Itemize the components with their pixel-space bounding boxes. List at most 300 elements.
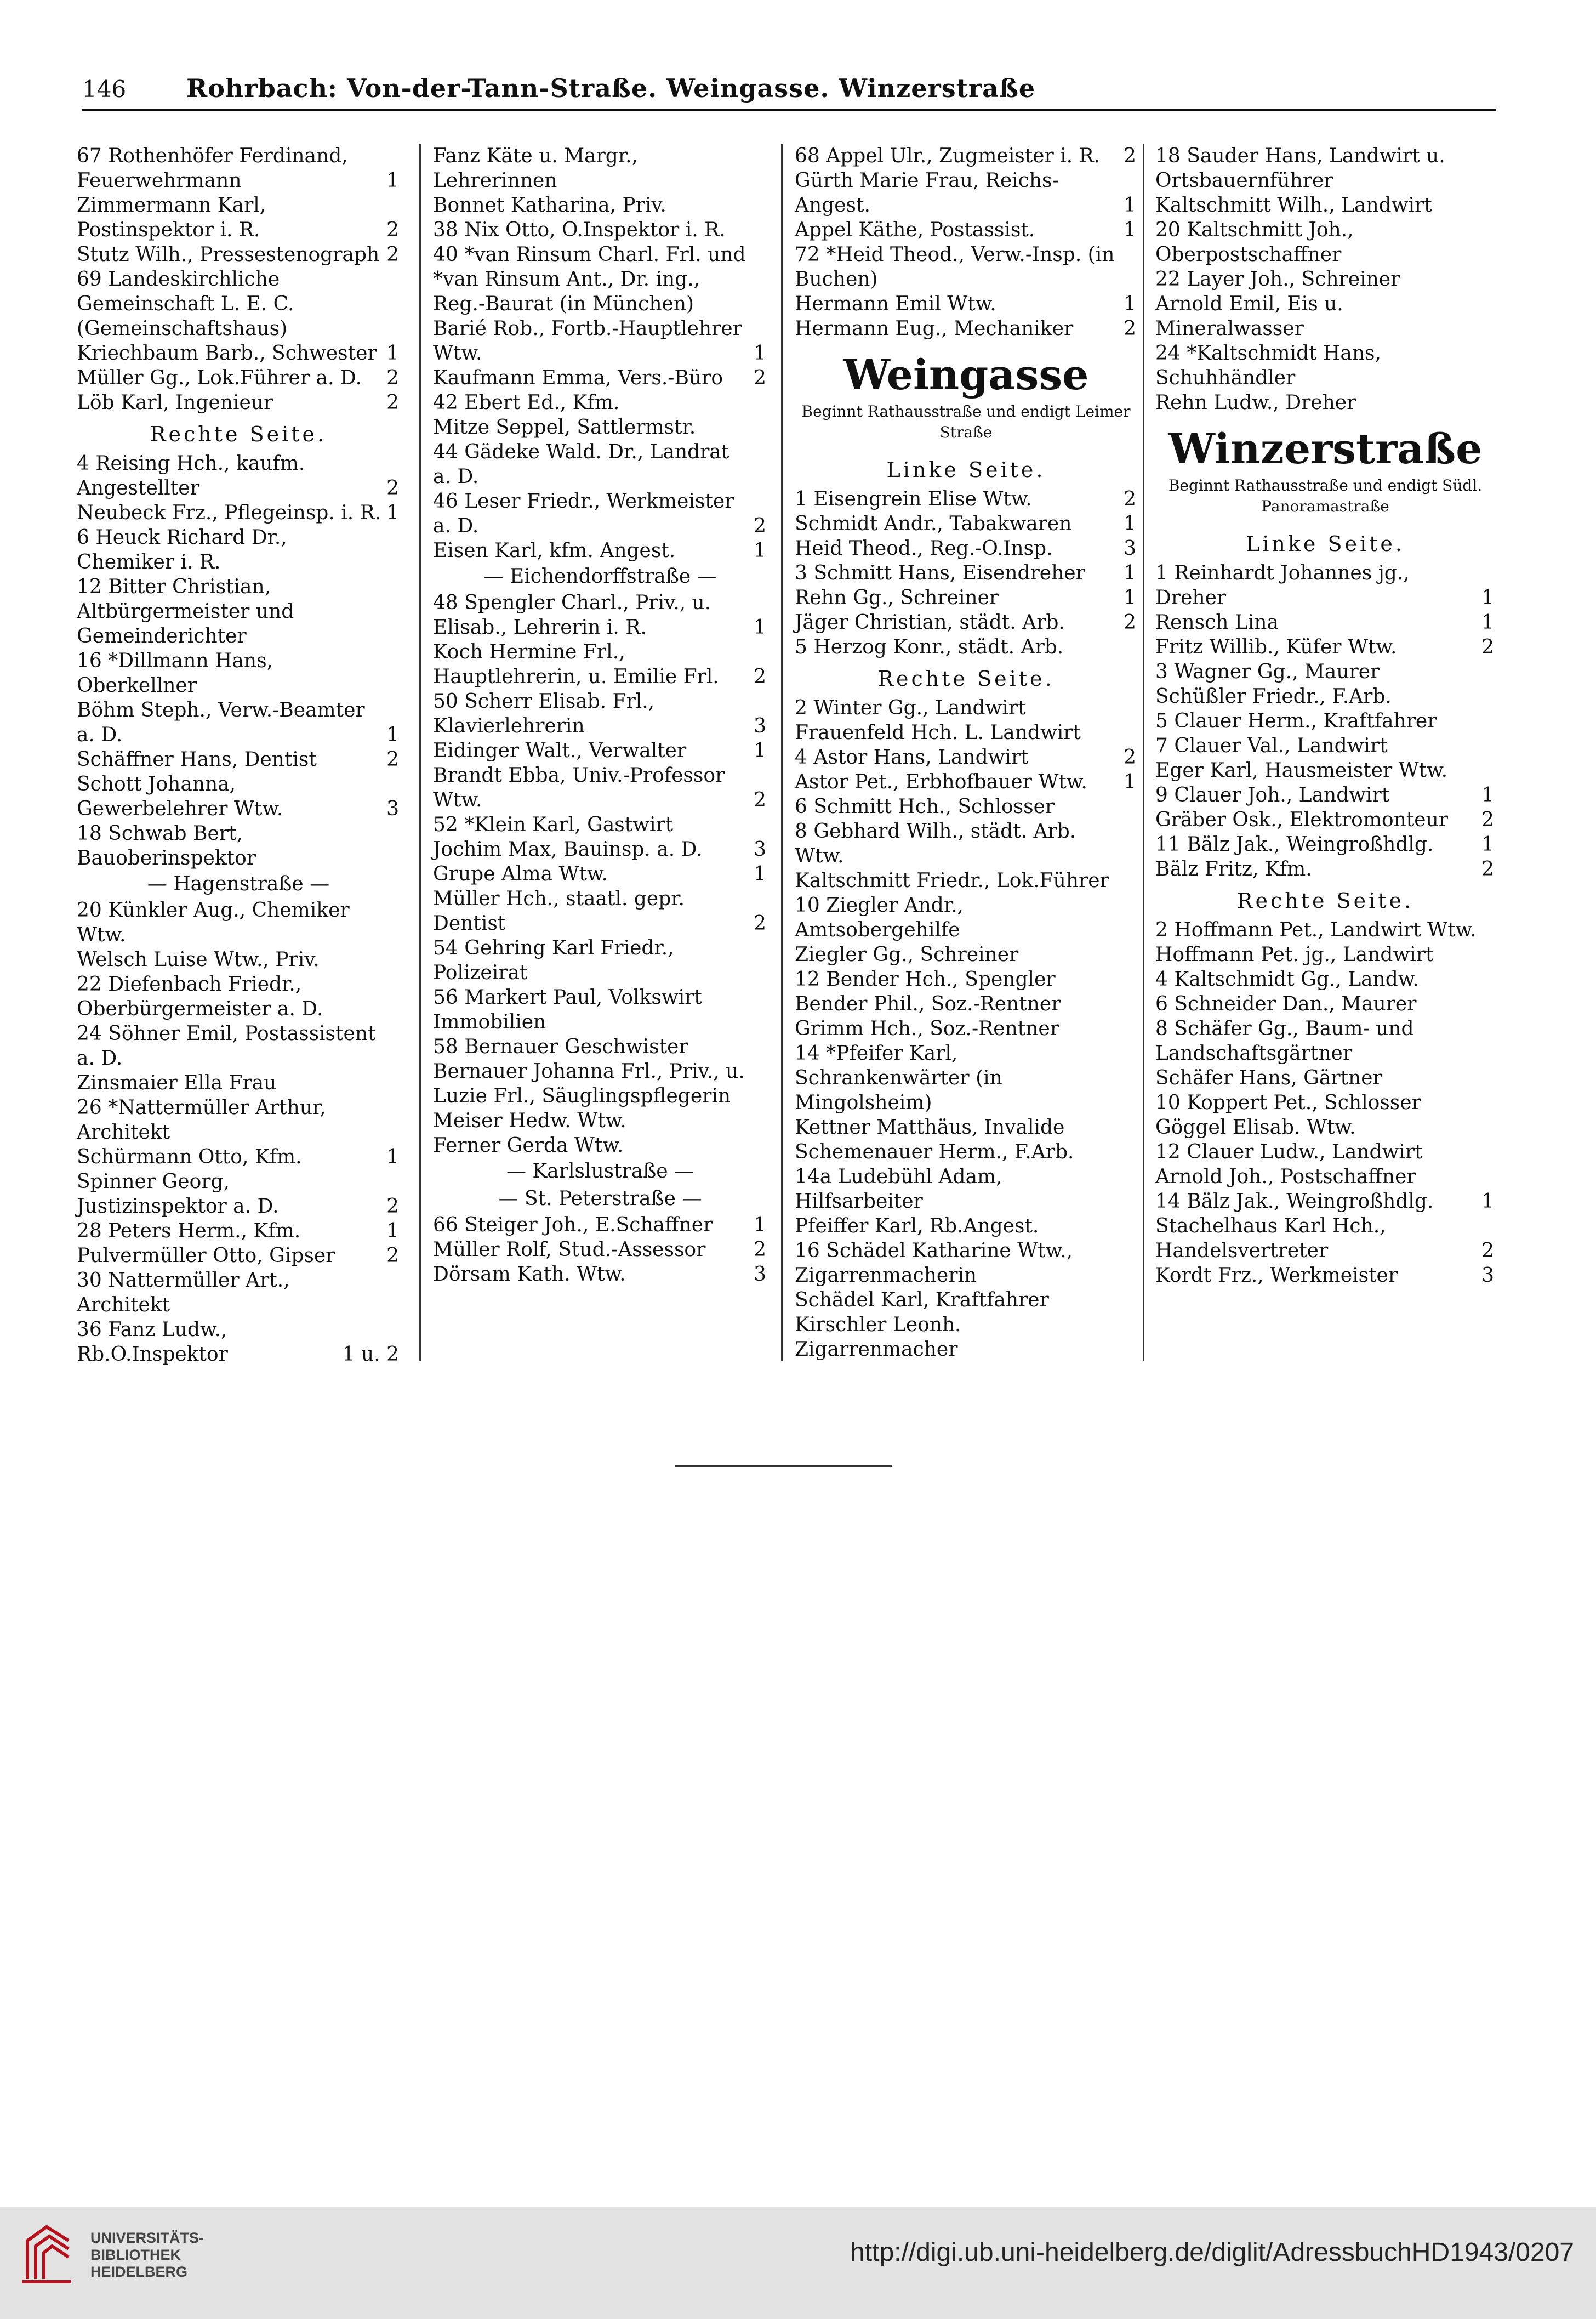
footer-bar: [0, 2207, 1596, 2319]
directory-entry: [1155, 1016, 1495, 1066]
entry-text: Spinner Georg, Justizinspektor a. D.: [77, 1170, 279, 1218]
directory-entry: [77, 1071, 400, 1095]
entry-text: 69 Landeskirchliche Gemeinschaft L. E. C. (Gemeinschaftshaus): [77, 268, 294, 340]
entry-text: Göggel Elisab. Wtw.: [1155, 1116, 1356, 1139]
floor-number: 2: [1124, 611, 1136, 634]
directory-entry: [433, 538, 767, 563]
entry-text: Fanz Käte u. Margr., Lehrerinnen: [433, 145, 638, 192]
floor-number: 1: [754, 863, 766, 885]
column-divider: [1143, 144, 1144, 1361]
entry-text: Koch Hermine Frl., Hauptlehrerin, u. Emilie Frl.: [433, 641, 719, 688]
entry-text: Dörsam Kath. Wtw.: [433, 1263, 626, 1286]
directory-entry: [1155, 684, 1495, 709]
floor-number: 2: [754, 515, 766, 537]
library-name-line: HEIDELBERG: [90, 2264, 188, 2280]
entry-text: Rensch Lina: [1155, 611, 1279, 634]
directory-entry: [433, 1059, 767, 1109]
directory-entry: [77, 193, 400, 242]
entry-text: Schädel Karl, Kraftfahrer: [795, 1289, 1049, 1311]
directory-entry: [77, 451, 400, 501]
directory-entry: [433, 242, 767, 316]
directory-entry: [77, 390, 400, 415]
entry-text: 52 *Klein Karl, Gastwirt: [433, 814, 674, 836]
directory-entry: [77, 144, 400, 193]
directory-entry: [433, 689, 767, 738]
floor-number: 1: [1481, 587, 1494, 609]
floor-number: 3: [754, 715, 766, 737]
entry-text: Meiser Hedw. Wtw.: [433, 1110, 626, 1132]
directory-entry: [1155, 1189, 1495, 1214]
directory-entry: [433, 738, 767, 763]
entry-text: Jäger Christian, städt. Arb.: [795, 611, 1065, 634]
cross-street: — Karlslustraße —: [506, 1160, 694, 1183]
entry-text: 16 *Dillmann Hans, Oberkellner: [77, 650, 273, 697]
directory-entry: [795, 745, 1137, 770]
library-name[interactable]: [90, 2230, 204, 2281]
column-2: [433, 144, 767, 1287]
floor-number: 2: [1481, 1240, 1494, 1262]
directory-entry: [433, 489, 767, 538]
directory-entry: [433, 985, 767, 1035]
section-heading: Rechte Seite.: [150, 422, 327, 446]
directory-entry: [1155, 758, 1495, 783]
entry-text: 2 Winter Gg., Landwirt: [795, 697, 1026, 719]
floor-number: 3: [754, 838, 766, 861]
entry-text: 6 Schmitt Hch., Schlosser: [795, 795, 1055, 818]
entry-text: 38 Nix Otto, O.Inspektor i. R.: [433, 219, 726, 241]
directory-entry: [77, 525, 400, 575]
directory-entry: [433, 1133, 767, 1158]
entry-text: Barié Rob., Fortb.-Hauptlehrer Wtw.: [433, 317, 742, 365]
directory-entry: [1155, 1214, 1495, 1263]
directory-entry: [795, 1041, 1137, 1115]
street-title: Weingasse: [843, 350, 1089, 399]
directory-entry: [795, 242, 1137, 292]
directory-entry: [433, 936, 767, 985]
directory-entry: [1155, 992, 1495, 1016]
entry-text: 56 Markert Paul, Volkswirt Immobilien: [433, 986, 702, 1033]
entry-text: 36 Fanz Ludw., Rb.O.Inspektor: [77, 1318, 228, 1366]
entry-text: Ferner Gerda Wtw.: [433, 1134, 624, 1157]
directory-entry: [1155, 832, 1495, 857]
entry-text: Neubeck Frz., Pflegeinsp. i. R.: [77, 502, 381, 524]
floor-number: 2: [386, 367, 399, 389]
entry-text: Schäffner Hans, Dentist: [77, 748, 317, 771]
floor-number: 2: [754, 789, 766, 811]
directory-entry: [795, 610, 1137, 635]
entry-text: 12 Bender Hch., Spengler: [795, 968, 1056, 991]
directory-entry: [795, 316, 1137, 341]
directory-entry: [1155, 267, 1495, 292]
directory-entry: [77, 747, 400, 772]
entry-text: 66 Steiger Joh., E.Schaffner: [433, 1214, 713, 1236]
directory-entry: [1155, 967, 1495, 992]
directory-entry: [795, 794, 1137, 819]
column-divider: [781, 144, 783, 1361]
entry-text: 4 Kaltschmidt Gg., Landw.: [1155, 968, 1419, 991]
entry-text: 6 Heuck Richard Dr., Chemiker i. R.: [77, 526, 287, 573]
entry-text: Brandt Ebba, Univ.-Professor Wtw.: [433, 764, 725, 811]
library-name-line: UNIVERSITÄTS-: [90, 2230, 204, 2246]
entry-text: 4 Reising Hch., kaufm. Angestellter: [77, 452, 305, 499]
floor-number: 2: [386, 243, 399, 266]
floor-number: 1: [1481, 833, 1494, 856]
directory-entry: [433, 837, 767, 862]
directory-entry: [1155, 1115, 1495, 1140]
directory-entry: [433, 193, 767, 218]
directory-entry: [433, 590, 767, 640]
entry-text: 68 Appel Ulr., Zugmeister i. R.: [795, 145, 1101, 167]
entry-text: 11 Bälz Jak., Weingroßhdlg.: [1155, 833, 1434, 856]
entry-text: 42 Ebert Ed., Kfm.: [433, 391, 620, 414]
cross-street: — Hagenstraße —: [147, 873, 330, 895]
directory-entry: [77, 575, 400, 649]
directory-entry: [77, 821, 400, 871]
directory-entry: [77, 698, 400, 747]
floor-number: 1: [754, 740, 766, 762]
entry-text: Pfeiffer Karl, Rb.Angest.: [795, 1215, 1039, 1237]
running-title: Rohrbach: Von-der-Tann-Straße. Weingasse. Winzerstraße: [186, 73, 1036, 103]
column-1: [77, 144, 400, 1367]
header-rule: [82, 109, 1496, 111]
directory-entry: [795, 1140, 1137, 1164]
directory-entry: [77, 772, 400, 821]
directory-entry: [1155, 341, 1495, 390]
floor-number: 2: [386, 1244, 399, 1267]
floor-number: 1: [386, 1146, 399, 1168]
floor-number: 2: [386, 219, 399, 241]
directory-entry: [1155, 635, 1495, 660]
entry-text: Bernauer Johanna Frl., Priv., u. Luzie Frl., Säuglingspflegerin: [433, 1060, 745, 1107]
entry-text: 9 Clauer Joh., Landwirt: [1155, 784, 1390, 806]
entry-text: Bälz Fritz, Kfm.: [1155, 858, 1312, 880]
directory-entry: [1155, 292, 1495, 341]
page-header: [82, 70, 1496, 110]
floor-number: 2: [1124, 317, 1136, 340]
directory-entry: [1155, 1164, 1495, 1189]
directory-entry: [795, 1312, 1137, 1362]
section-heading: Rechte Seite.: [877, 667, 1054, 691]
entry-text: Grimm Hch., Soz.-Rentner: [795, 1018, 1059, 1040]
directory-entry: [1155, 808, 1495, 832]
entry-text: Gräber Osk., Elektromonteur: [1155, 809, 1448, 831]
entry-text: Heid Theod., Reg.-O.Insp.: [795, 537, 1053, 560]
directory-entry: [1155, 193, 1495, 218]
directory-entry: [1155, 660, 1495, 684]
directory-entry: [795, 144, 1137, 168]
entry-text: Löb Karl, Ingenieur: [77, 391, 273, 414]
entry-text: 48 Spengler Charl., Priv., u. Elisab., Lehrerin i. R.: [433, 592, 711, 639]
directory-entry: [77, 501, 400, 525]
entry-text: 58 Bernauer Geschwister: [433, 1036, 688, 1058]
directory-entry: [1155, 709, 1495, 734]
entry-text: Kettner Matthäus, Invalide: [795, 1116, 1065, 1139]
floor-number: 2: [1481, 636, 1494, 658]
entry-text: 7 Clauer Val., Landwirt: [1155, 735, 1388, 757]
directory-entry: [77, 1219, 400, 1243]
section-heading: Linke Seite.: [1246, 532, 1405, 556]
entry-text: Kaltschmitt Friedr., Lok.Führer: [795, 869, 1109, 892]
column-divider: [419, 144, 421, 1361]
floor-number: 1: [754, 1214, 766, 1236]
entry-text: Eger Karl, Hausmeister Wtw.: [1155, 759, 1448, 782]
entry-text: Bonnet Katharina, Priv.: [433, 194, 666, 217]
directory-entry: [77, 947, 400, 972]
column-4: [1155, 144, 1495, 1288]
entry-text: Arnold Joh., Postschaffner: [1155, 1166, 1416, 1188]
directory-entry: [77, 1243, 400, 1268]
entry-text: 8 Schäfer Gg., Baum- und Landschaftsgärtner: [1155, 1018, 1414, 1065]
cross-street: — Eichendorffstraße —: [483, 565, 717, 588]
directory-entry: [795, 868, 1137, 893]
directory-entry: [433, 886, 767, 936]
entry-text: 6 Schneider Dan., Maurer: [1155, 993, 1417, 1015]
entry-text: 54 Gehring Karl Friedr., Polizeirat: [433, 937, 674, 984]
entry-text: 20 Künkler Aug., Chemiker Wtw.: [77, 899, 350, 946]
entry-text: Frauenfeld Hch. L. Landwirt: [795, 721, 1081, 744]
entry-text: Schüßler Friedr., F.Arb.: [1155, 685, 1392, 708]
directory-entry: [77, 898, 400, 947]
directory-entry: [77, 972, 400, 1021]
entry-text: 10 Ziegler Andr., Amtsobergehilfe: [795, 894, 964, 941]
source-url-link[interactable]: http://digi.ub.uni-heidelberg.de/diglit/AdressbuchHD1943/0207: [850, 2238, 1574, 2267]
entry-text: 26 *Nattermüller Arthur, Architekt: [77, 1096, 326, 1144]
entry-text: Zinsmaier Ella Frau: [77, 1072, 277, 1094]
entry-text: 2 Hoffmann Pet., Landwirt Wtw.: [1155, 919, 1477, 941]
floor-number: 3: [1124, 537, 1136, 560]
entry-text: Hermann Eug., Mechaniker: [795, 317, 1074, 340]
entry-text: Müller Gg., Lok.Führer a. D.: [77, 367, 362, 389]
entry-text: 67 Rothenhöfer Ferdinand, Feuerwehrmann: [77, 145, 348, 192]
floor-number: 2: [1124, 145, 1136, 167]
floor-number: 1: [1124, 587, 1136, 609]
entry-text: Stachelhaus Karl Hch., Handelsvertreter: [1155, 1215, 1386, 1262]
directory-entry: [795, 487, 1137, 511]
directory-entry: [1155, 918, 1495, 942]
directory-entry: [77, 1268, 400, 1317]
floor-number: 1: [386, 724, 399, 746]
floor-number: 1: [1124, 513, 1136, 535]
directory-entry: [1155, 561, 1495, 610]
entry-text: Schürmann Otto, Kfm.: [77, 1146, 302, 1168]
floor-number: 2: [386, 391, 399, 414]
floor-number: 1: [1124, 219, 1136, 241]
entry-text: 14 *Pfeifer Karl, Schrankenwärter (in Mingolsheim): [795, 1042, 1002, 1114]
floor-number: 1: [1124, 194, 1136, 217]
entry-text: 46 Leser Friedr., Werkmeister a. D.: [433, 490, 734, 537]
directory-entry: [1155, 1090, 1495, 1115]
entry-text: Schäfer Hans, Gärtner: [1155, 1067, 1382, 1089]
directory-entry: [1155, 1066, 1495, 1090]
directory-entry: [433, 1213, 767, 1237]
floor-number: 2: [1481, 809, 1494, 831]
directory-entry: [77, 1169, 400, 1219]
entry-text: Bender Phil., Soz.-Rentner: [795, 993, 1061, 1015]
entry-text: 1 Eisengrein Elise Wtw.: [795, 488, 1032, 510]
directory-entry: [433, 415, 767, 440]
directory-entry: [795, 770, 1137, 794]
floor-number: 3: [386, 798, 399, 820]
directory-entry: [77, 341, 400, 366]
street-description: Beginnt Rathausstraße und endigt Leimer Straße: [801, 402, 1131, 441]
entry-text: 22 Diefenbach Friedr., Oberbürgermeister a. D.: [77, 973, 323, 1020]
directory-entry: [433, 812, 767, 837]
entry-text: 8 Gebhard Wilh., städt. Arb. Wtw.: [795, 820, 1076, 867]
entry-text: 12 Clauer Ludw., Landwirt: [1155, 1141, 1423, 1163]
entry-text: Müller Rolf, Stud.-Assessor: [433, 1238, 706, 1261]
column-3: [795, 144, 1137, 1362]
directory-entry: [795, 586, 1137, 610]
directory-entry: [77, 1317, 400, 1367]
floor-number: 2: [386, 477, 399, 499]
entry-text: Eidinger Walt., Verwalter: [433, 740, 687, 762]
floor-number: 1: [1124, 771, 1136, 793]
entry-text: 5 Herzog Konr., städt. Arb.: [795, 636, 1064, 658]
directory-entry: [433, 440, 767, 489]
page-number: 146: [82, 76, 127, 103]
directory-entry: [795, 819, 1137, 868]
entry-text: 24 *Kaltschmidt Hans, Schuhhändler: [1155, 342, 1381, 389]
entry-text: 5 Clauer Herm., Kraftfahrer: [1155, 710, 1437, 732]
entry-text: Schott Johanna, Gewerbelehrer Wtw.: [77, 773, 283, 820]
directory-entry: [433, 640, 767, 689]
directory-entry: [433, 1109, 767, 1133]
directory-entry: [433, 218, 767, 242]
directory-entry: [795, 1016, 1137, 1041]
floor-number: 2: [754, 666, 766, 688]
directory-entry: [433, 366, 767, 390]
directory-entry: [433, 390, 767, 415]
floor-number: 1 u. 2: [342, 1343, 399, 1366]
entry-text: 72 *Heid Theod., Verw.-Insp. (in Buchen): [795, 243, 1115, 291]
entry-text: Ziegler Gg., Schreiner: [795, 943, 1019, 966]
entry-text: 22 Layer Joh., Schreiner: [1155, 268, 1400, 291]
directory-entry: [795, 536, 1137, 561]
end-rule: [675, 1465, 892, 1467]
entry-text: Stutz Wilh., Pressestenograph: [77, 243, 380, 266]
entry-text: 20 Kaltschmitt Joh., Oberpostschaffner: [1155, 219, 1354, 266]
floor-number: 1: [1481, 784, 1494, 806]
directory-entry: [1155, 610, 1495, 635]
entry-text: 18 Sauder Hans, Landwirt u. Ortsbauernführer: [1155, 145, 1445, 192]
directory-entry: [77, 366, 400, 390]
entry-text: 12 Bitter Christian, Altbürgermeister und Gemeinderichter: [77, 576, 294, 647]
directory-entry: [433, 144, 767, 193]
directory-entry: [1155, 1263, 1495, 1288]
entry-text: Kaltschmitt Wilh., Landwirt: [1155, 194, 1432, 217]
street-description: Beginnt Rathausstraße und endigt Südl. Panoramastraße: [1168, 476, 1483, 515]
library-logo-icon: [16, 2219, 79, 2287]
entry-text: Welsch Luise Wtw., Priv.: [77, 948, 320, 971]
floor-number: 2: [754, 1238, 766, 1261]
entry-text: 14a Ludebühl Adam, Hilfsarbeiter: [795, 1166, 1002, 1213]
directory-entry: [1155, 390, 1495, 415]
floor-number: 2: [386, 748, 399, 771]
directory-entry: [795, 1164, 1137, 1214]
entry-text: Böhm Steph., Verw.-Beamter a. D.: [77, 699, 365, 746]
entry-text: Appel Käthe, Postassist.: [795, 219, 1035, 241]
directory-entry: [1155, 857, 1495, 882]
floor-number: 1: [386, 1220, 399, 1242]
directory-entry: [795, 1115, 1137, 1140]
entry-text: Kaufmann Emma, Vers.-Büro: [433, 367, 723, 389]
entry-text: 3 Wagner Gg., Maurer: [1155, 661, 1380, 683]
directory-entry: [1155, 1140, 1495, 1164]
entry-text: Müller Hch., staatl. gepr. Dentist: [433, 888, 685, 935]
directory-entry: [795, 168, 1137, 218]
directory-entry: [795, 696, 1137, 720]
directory-entry: [77, 649, 400, 698]
entry-text: Hermann Emil Wtw.: [795, 293, 996, 315]
floor-number: 2: [1124, 746, 1136, 769]
directory-entry: [77, 242, 400, 267]
floor-number: 3: [1481, 1264, 1494, 1287]
directory-entry: [795, 720, 1137, 745]
directory-entry: [795, 561, 1137, 586]
entry-text: Astor Pet., Erbhofbauer Wtw.: [795, 771, 1087, 793]
floor-number: 1: [1124, 293, 1136, 315]
entry-text: Gürth Marie Frau, Reichs-Angest.: [795, 169, 1059, 217]
entry-text: Arnold Emil, Eis u. Mineralwasser: [1155, 293, 1343, 340]
entry-text: 44 Gädeke Wald. Dr., Landrat a. D.: [433, 441, 729, 488]
floor-number: 1: [386, 169, 399, 192]
directory-entry: [433, 763, 767, 812]
floor-number: 2: [754, 367, 766, 389]
directory-entry: [795, 1288, 1137, 1312]
entry-text: Jochim Max, Bauinsp. a. D.: [433, 838, 703, 861]
floor-number: 2: [1481, 858, 1494, 880]
street-title: Winzerstraße: [1168, 424, 1483, 473]
floor-number: 1: [1481, 1190, 1494, 1213]
entry-text: Eisen Karl, kfm. Angest.: [433, 539, 676, 562]
entry-text: 16 Schädel Katharine Wtw., Zigarrenmacherin: [795, 1240, 1073, 1287]
directory-entry: [433, 1262, 767, 1287]
directory-entry: [795, 511, 1137, 536]
floor-number: 1: [386, 502, 399, 524]
section-heading: Linke Seite.: [886, 458, 1046, 482]
entry-text: 10 Koppert Pet., Schlosser: [1155, 1092, 1421, 1114]
directory-entry: [77, 267, 400, 341]
entry-text: Kriechbaum Barb., Schwester: [77, 342, 377, 365]
directory-entry: [77, 1145, 400, 1169]
entry-text: Rehn Gg., Schreiner: [795, 587, 999, 609]
directory-entry: [795, 967, 1137, 992]
directory-entry: [433, 1237, 767, 1262]
floor-number: 3: [754, 1263, 766, 1286]
floor-number: 2: [386, 1195, 399, 1218]
directory-entry: [795, 992, 1137, 1016]
directory-entry: [1155, 942, 1495, 967]
floor-number: 2: [1124, 488, 1136, 510]
directory-entry: [77, 1095, 400, 1145]
entry-text: 28 Peters Herm., Kfm.: [77, 1220, 301, 1242]
entry-text: 3 Schmitt Hans, Eisendreher: [795, 562, 1085, 584]
library-name-line: BIBLIOTHEK: [90, 2247, 181, 2263]
entry-text: Grupe Alma Wtw.: [433, 863, 608, 885]
section-heading: Rechte Seite.: [1236, 889, 1414, 913]
entry-text: 14 Bälz Jak., Weingroßhdlg.: [1155, 1190, 1434, 1213]
floor-number: 1: [1124, 562, 1136, 584]
entry-text: Pulvermüller Otto, Gipser: [77, 1244, 335, 1267]
entry-text: Schmidt Andr., Tabakwaren: [795, 513, 1072, 535]
floor-number: 1: [754, 616, 766, 639]
directory-entry: [433, 1035, 767, 1059]
entry-text: Hoffmann Pet. jg., Landwirt: [1155, 943, 1434, 966]
entry-text: 50 Scherr Elisab. Frl., Klavierlehrerin: [433, 690, 655, 737]
directory-entry: [795, 218, 1137, 242]
directory-entry: [77, 1021, 400, 1071]
directory-entry: [1155, 734, 1495, 758]
